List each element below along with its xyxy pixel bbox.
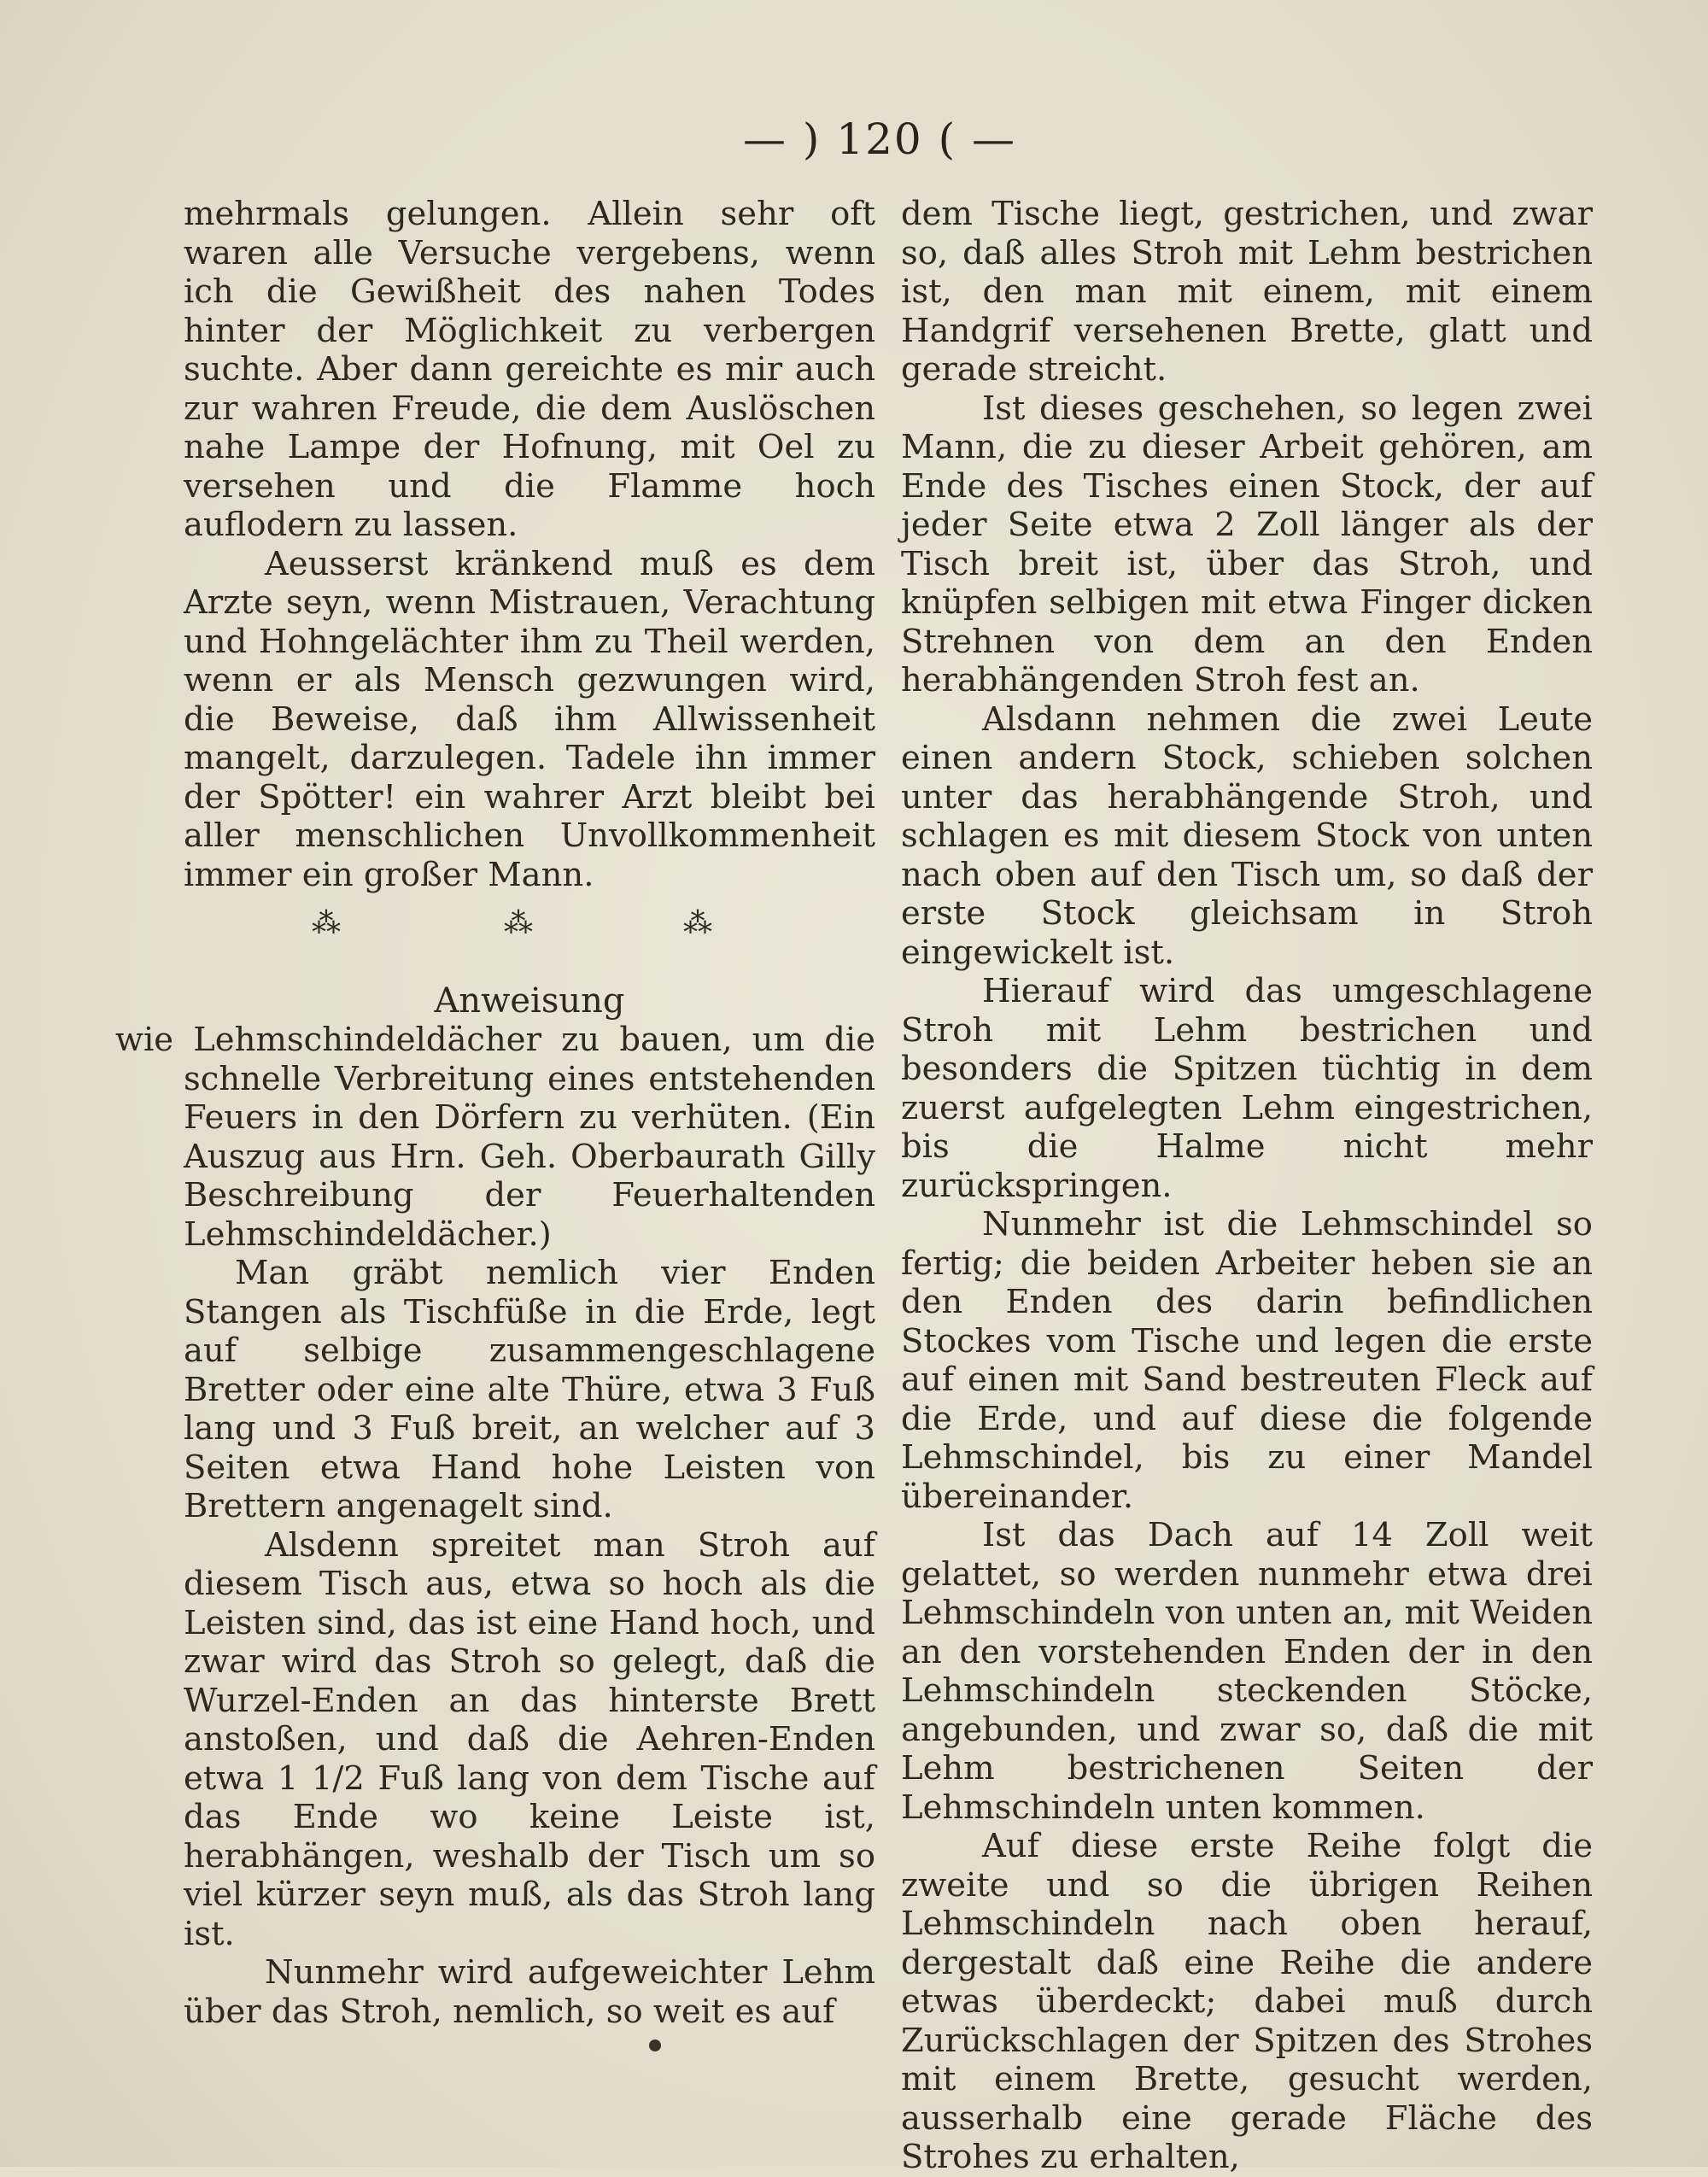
section-divider: [184, 904, 875, 956]
asterism-icon: ⁂: [312, 906, 341, 940]
paragraph: Hierauf wird das umgeschlagene Stroh mit Lehm bestrichen und besonders die Spitzen tüchtig in dem zuerst aufgelegten Lehm eingestrichen, bis die Halme nicht mehr zurückspringen.: [901, 972, 1593, 1205]
asterism-icon: ⁂: [683, 906, 712, 940]
paragraph: Alsdann nehmen die zwei Leute einen andern Stock, schieben solchen unter das herabhängende Stroh, und schlagen es mit diesem Stock von unten nach oben auf den Tisch um, so daß der erste Stock gleichsam in Stroh eingewickelt ist.: [901, 699, 1593, 972]
paragraph: Ist dieses geschehen, so legen zwei Mann, die zu dieser Arbeit gehören, am Ende des Tisches einen Stock, der auf jeder Seite etwa 2 Zoll länger als der Tisch breit ist, über das Stroh, und knüpfen selbigen mit etwa Finger dicken Strehnen von dem an den Enden herabhängenden Stroh fest an.: [901, 389, 1593, 699]
paragraph: Man gräbt nemlich vier Enden Stangen als Tischfüße in die Erde, legt auf selbige zusammengeschlagene Bretter oder eine alte Thüre, etwa 3 Fuß lang und 3 Fuß breit, an welcher auf 3 Seiten etwa Hand hohe Leisten von Brettern angenagelt sind.: [184, 1254, 875, 1525]
paragraph: dem Tische liegt, gestrichen, und zwar so, daß alles Stroh mit Lehm bestrichen ist, den man mit einem, mit einem Handgrif versehenen Brette, glatt und gerade streicht.: [901, 195, 1593, 389]
section-subtitle: wie Lehmschindeldächer zu bauen, um die schnelle Verbreitung eines entstehenden Feuers in den Dörfern zu verhüten. (Ein Auszug aus Hrn. Geh. Oberbaurath Gilly Beschreibung der Feuerhaltenden Lehmschindeldächer.): [115, 1021, 875, 1254]
paragraph: Ist das Dach auf 14 Zoll weit gelattet, so werden nunmehr etwa drei Lehmschindeln von unten an, mit Weiden an den vorstehenden Enden der in den Lehmschindeln steckenden Stöcke, angebunden, und zwar so, daß die mit Lehm bestrichenen Seiten der Lehmschindeln unten kommen.: [901, 1516, 1593, 1827]
paragraph: Aeusserst kränkend muß es dem Arzte seyn, wenn Mistrauen, Verachtung und Hohngelächter ihm zu Theil werden, wenn er als Mensch gezwungen wird, die Beweise, daß ihm Allwissenheit mangelt, darzulegen. Tadele ihn immer der Spötter! ein wahrer Arzt bleibt bei aller menschlichen Unvollkommenheit immer ein großer Mann.: [184, 544, 875, 894]
paragraph: Auf diese erste Reihe folgt die zweite und so die übrigen Reihen Lehmschindeln nach oben herauf, dergestalt daß eine Reihe die andere etwas überdeckt; dabei muß durch Zurückschlagen der Spitzen des Strohes mit einem Brette, gesucht werden, ausserhalb eine gerade Fläche des Strohes zu erhalten,: [901, 1827, 1593, 2176]
ink-spot: [649, 2039, 661, 2051]
right-column: [901, 195, 1593, 2177]
asterism-icon: ⁂: [504, 906, 533, 940]
left-column: [115, 195, 875, 2031]
paragraph: mehrmals gelungen. Allein sehr oft waren alle Versuche vergebens, wenn ich die Gewißheit des nahen Todes hinter der Möglichkeit zu verbergen suchte. Aber dann gereichte es mir auch zur wahren Freude, die dem Auslöschen nahe Lampe der Hofnung, mit Oel zu versehen und die Flamme hoch auflodern zu lassen.: [184, 195, 875, 544]
paragraph: Nunmehr wird aufgeweichter Lehm über das Stroh, nemlich, so weit es auf: [184, 1953, 875, 2031]
page-number: — ) 120 ( —: [742, 114, 1017, 164]
paragraph: Nunmehr ist die Lehmschindel so fertig; die beiden Arbeiter heben sie an den Enden des darin befindlichen Stockes vom Tische und legen die erste auf einen mit Sand bestreuten Fleck auf die Erde, und auf diese die folgende Lehmschindel, bis zu einer Mandel übereinander.: [901, 1205, 1593, 1516]
paragraph: Alsdenn spreitet man Stroh auf diesem Tisch aus, etwa so hoch als die Leisten sind, das ist eine Hand hoch, und zwar wird das Stroh so gelegt, daß die Wurzel-Enden an das hinterste Brett anstoßen, und daß die Aehren-Enden etwa 1 1/2 Fuß lang von dem Tische auf das Ende wo keine Leiste ist, herabhängen, weshalb der Tisch um so viel kürzer seyn muß, als das Stroh lang ist.: [184, 1525, 875, 1953]
section-heading: Anweisung: [434, 981, 625, 1021]
